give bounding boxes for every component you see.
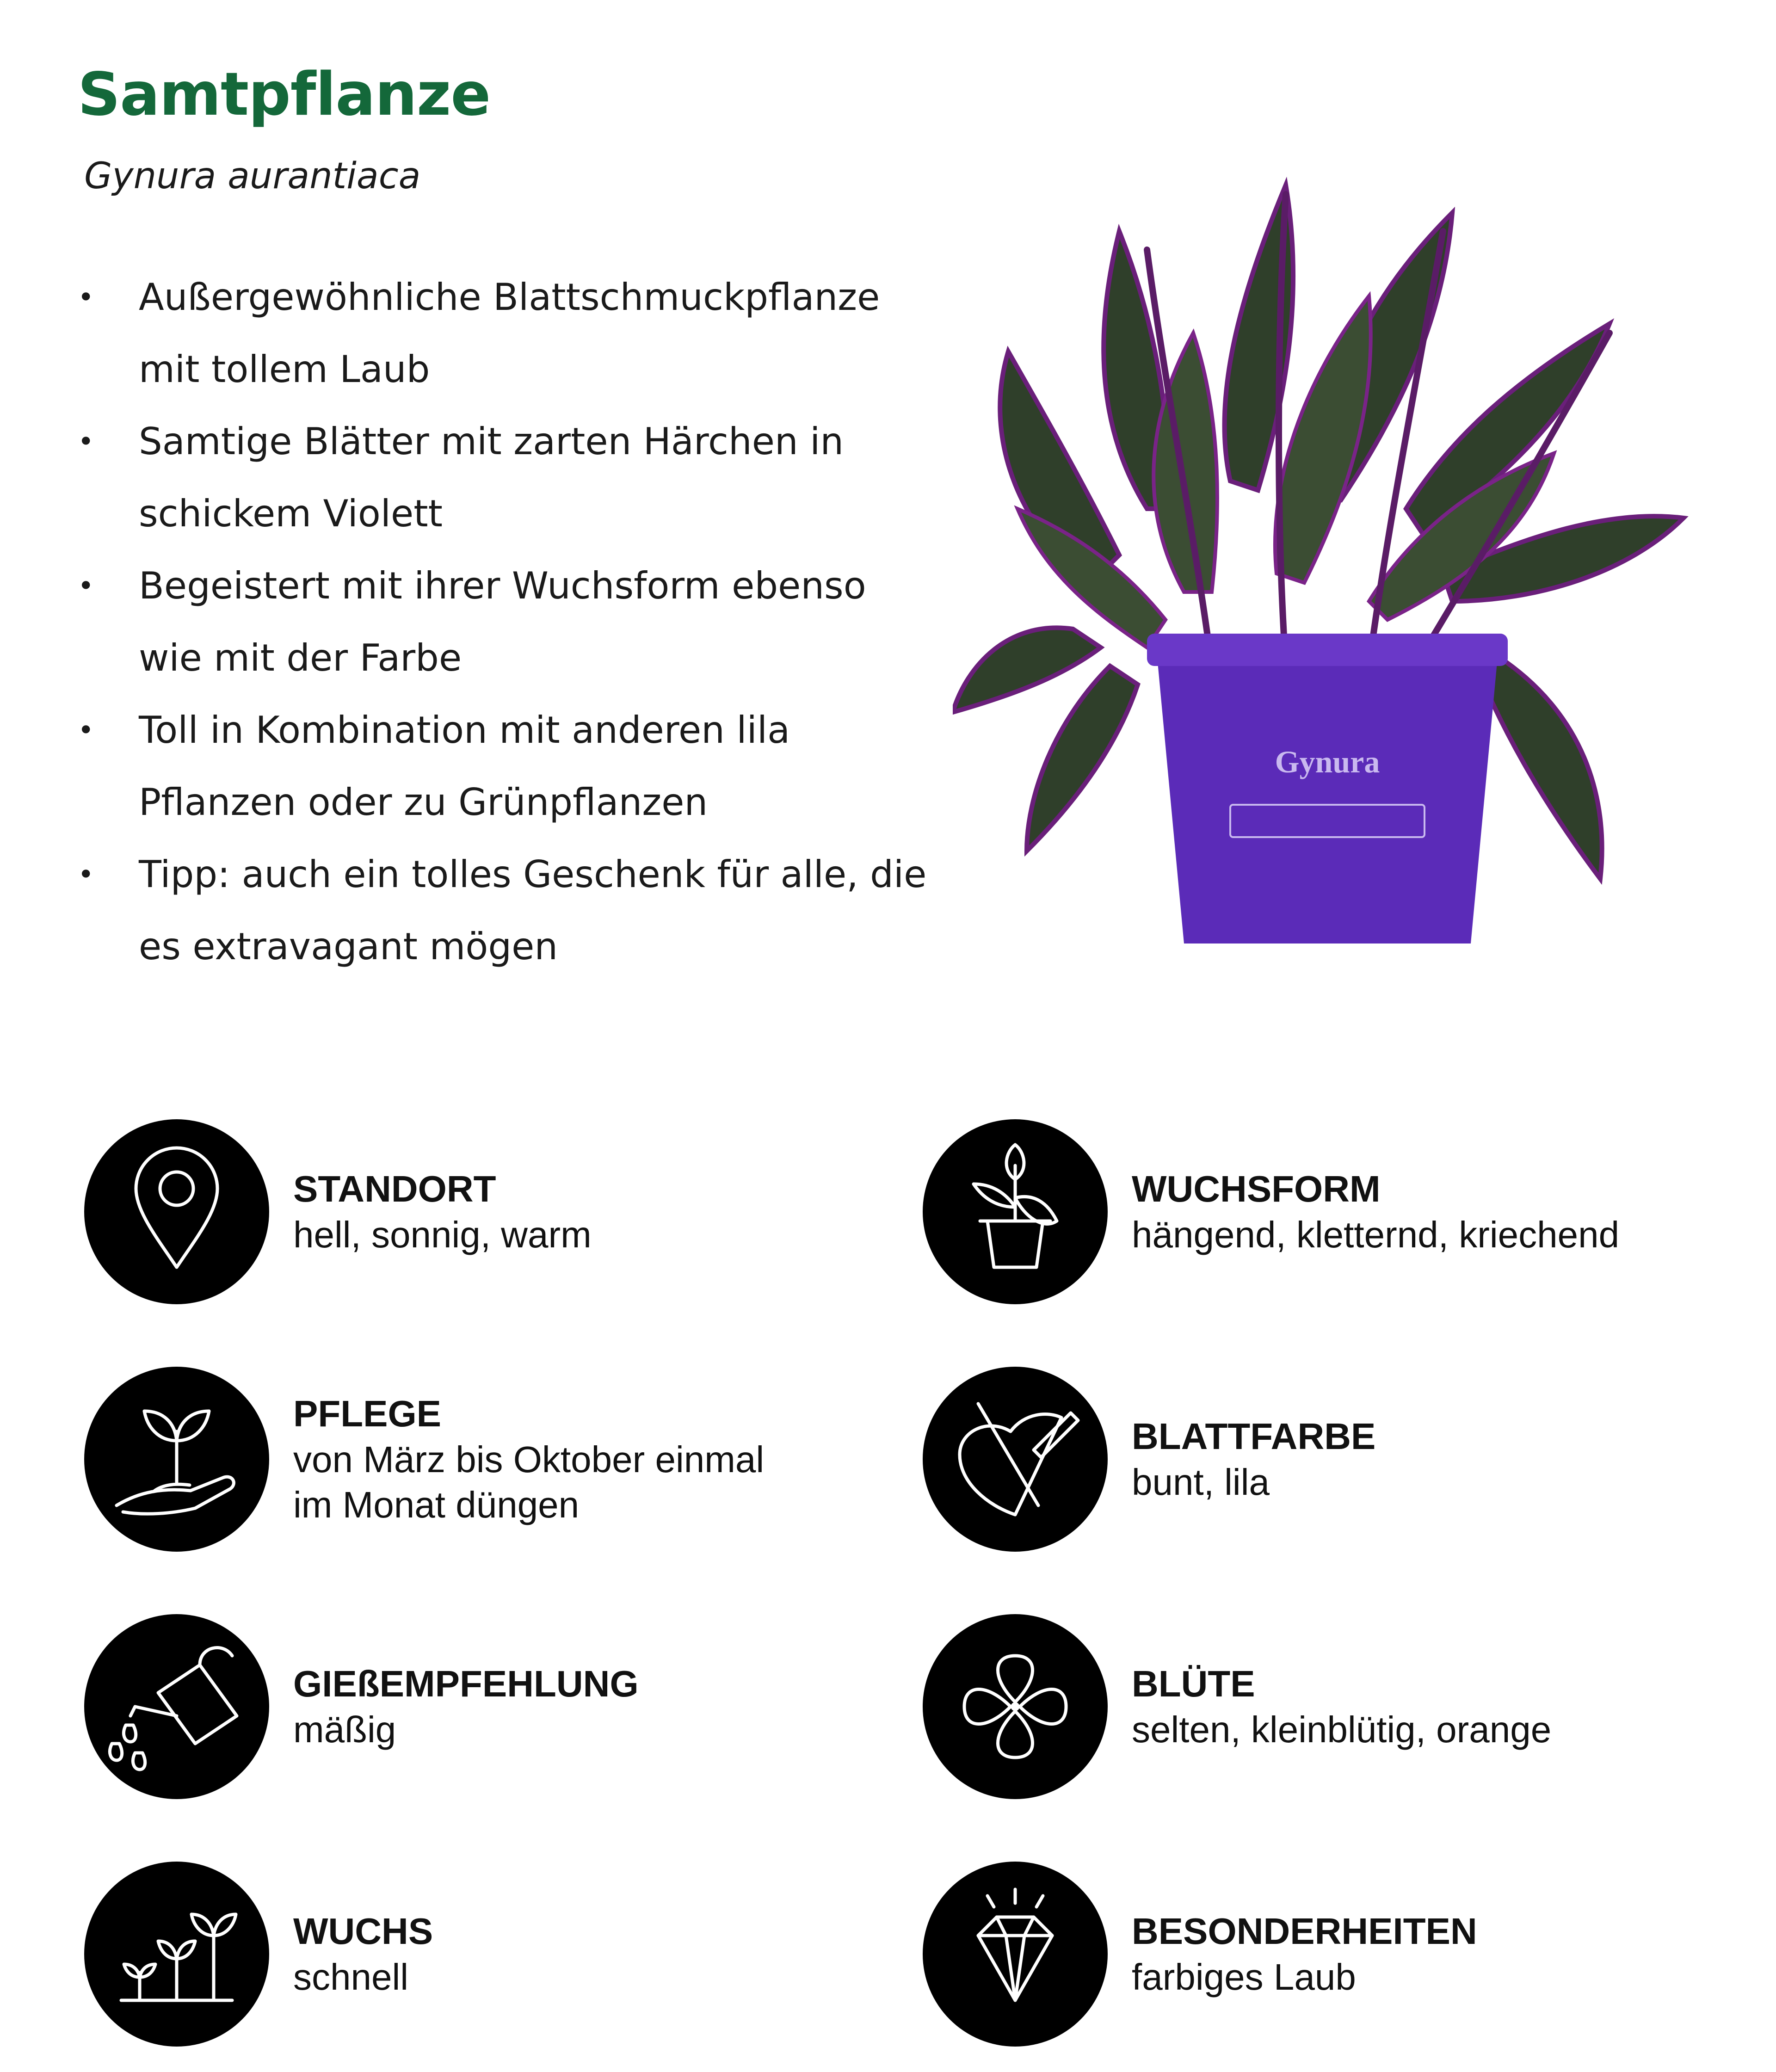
feature-giessempfehlung <box>84 1614 917 1799</box>
product-photo <box>953 157 1711 953</box>
watering-can-icon <box>84 1614 269 1799</box>
potted-plant-icon <box>923 1119 1108 1304</box>
bullet-dot-icon: • <box>78 858 94 891</box>
feature-label: PFLEGE <box>293 1393 442 1434</box>
feature-bluete <box>923 1614 1755 1799</box>
bullet-dot-icon: • <box>78 281 94 314</box>
feature-value: selten, kleinblütig, orange <box>1132 1709 1552 1750</box>
feature-pflege <box>84 1367 917 1552</box>
feature-standort <box>84 1119 917 1304</box>
feature-bullet-list <box>78 261 956 983</box>
feature-value: hell, sonnig, warm <box>293 1214 592 1255</box>
bullet-item: • Begeistert mit ihrer Wuchsform ebenso wie mit der Farbe <box>78 550 956 694</box>
hand-seedling-icon <box>84 1367 269 1552</box>
diamond-icon <box>923 1862 1108 2047</box>
growth-sprouts-icon <box>84 1862 269 2047</box>
bullet-item: • Samtige Blätter mit zarten Härchen in schickem Violett <box>78 406 956 550</box>
feature-label: WUCHS <box>293 1911 433 1952</box>
pot-label: Gynura <box>1275 744 1380 779</box>
feature-label: WUCHSFORM <box>1132 1168 1381 1209</box>
feature-wuchs <box>84 1862 917 2047</box>
feature-label: BLATTFARBE <box>1132 1416 1376 1457</box>
feature-value: schnell <box>293 1956 409 1998</box>
feature-value: mäßig <box>293 1709 396 1750</box>
flower-icon <box>923 1614 1108 1799</box>
bullet-item: • Tipp: auch ein tolles Geschenk für alle, die es extravagant mögen <box>78 839 956 983</box>
botanical-name: Gynura aurantiaca <box>84 155 421 197</box>
bullet-item: • Außergewöhnliche Blattschmuckpflanze mit tollem Laub <box>78 261 956 406</box>
feature-besonderheiten <box>923 1862 1755 2047</box>
potted-plant-illustration <box>953 157 1711 953</box>
bullet-dot-icon: • <box>78 426 94 458</box>
feature-wuchsform <box>923 1119 1755 1304</box>
bullet-dot-icon: • <box>78 570 94 602</box>
feature-value: im Monat düngen <box>293 1484 580 1525</box>
feature-value: hängend, kletternd, kriechend <box>1132 1214 1620 1255</box>
page-title: Samtpflanze <box>78 60 491 129</box>
feature-blattfarbe <box>923 1367 1755 1552</box>
feature-value: von März bis Oktober einmal <box>293 1439 765 1480</box>
feature-label: BLÜTE <box>1132 1663 1255 1704</box>
location-pin-icon <box>84 1119 269 1304</box>
feature-label: GIEßEMPFEHLUNG <box>293 1663 639 1704</box>
feature-value: bunt, lila <box>1132 1462 1270 1503</box>
leaf-brush-icon <box>923 1367 1108 1552</box>
plant-pot <box>1147 634 1508 944</box>
feature-value: farbiges Laub <box>1132 1956 1356 1998</box>
feature-label: BESONDERHEITEN <box>1132 1911 1477 1952</box>
bullet-item: • Toll in Kombination mit anderen lila Pflanzen oder zu Grünpflanzen <box>78 694 956 839</box>
feature-label: STANDORT <box>293 1168 496 1209</box>
bullet-dot-icon: • <box>78 714 94 746</box>
